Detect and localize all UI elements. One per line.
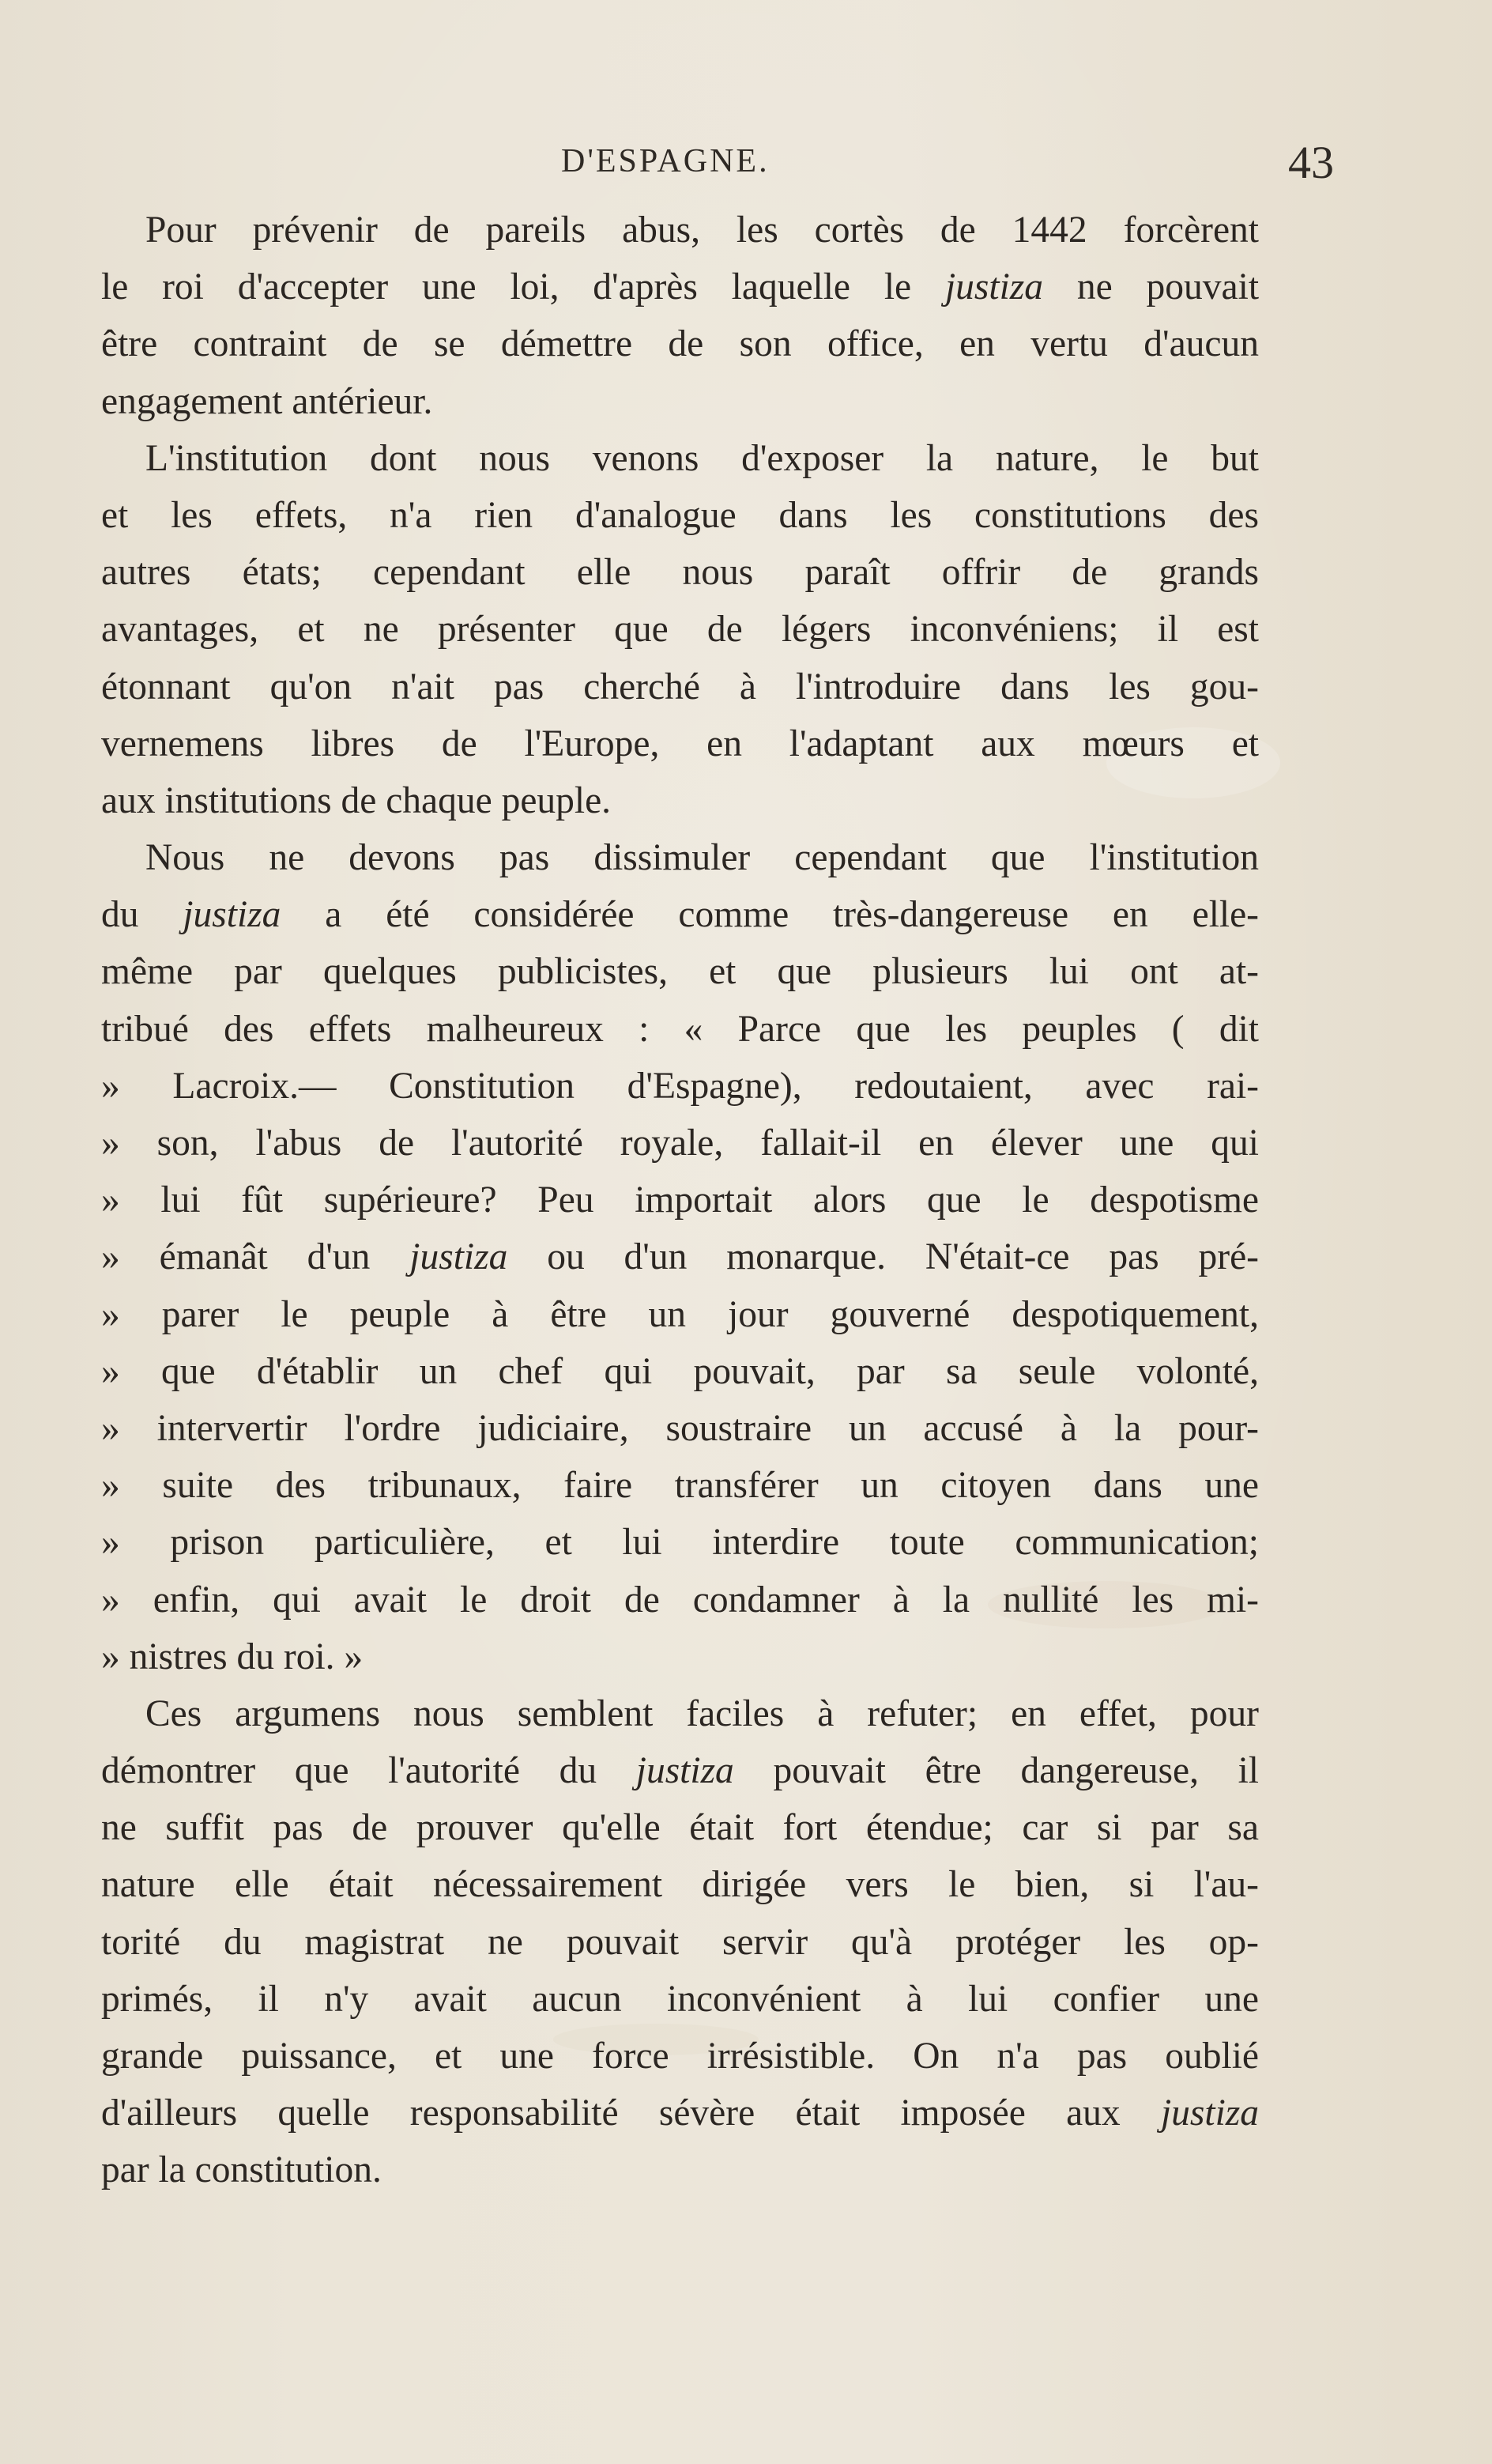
text-line: primés, il n'y avait aucun inconvénient à lui confier une	[101, 1978, 1259, 2020]
text-line: » que d'établir un chef qui pouvait, par sa seule volonté,	[101, 1350, 1259, 1392]
text-line: du justiza a été considérée comme très-dangereuse en elle-	[101, 894, 1259, 936]
text-line: d'ailleurs quelle responsabilité sévère était imposée aux justiza	[101, 2092, 1259, 2134]
text-line: L'institution dont nous venons d'exposer la nature, le but	[145, 437, 1259, 479]
text-line: » parer le peuple à être un jour gouverné despotiquement,	[101, 1293, 1259, 1335]
text-line: démontrer que l'autorité du justiza pouvait être dangereuse, il	[101, 1750, 1259, 1792]
text-line: » lui fût supérieure? Peu importait alors que le despotisme	[101, 1179, 1259, 1221]
body-text	[101, 202, 1259, 2199]
text-line: être contraint de se démettre de son office, en vertu d'aucun	[101, 323, 1259, 365]
text-line: » intervertir l'ordre judiciaire, soustraire un accusé à la pour-	[101, 1407, 1259, 1449]
text-line: torité du magistrat ne pouvait servir qu'à protéger les op-	[101, 1921, 1259, 1963]
text-line: tribué des effets malheureux : « Parce que les peuples ( dit	[101, 1008, 1259, 1050]
text-line: » son, l'abus de l'autorité royale, fallait-il en élever une qui	[101, 1123, 1259, 1164]
text-line: Pour prévenir de pareils abus, les cortès de 1442 forcèrent	[145, 209, 1259, 251]
text-line: Nous ne devons pas dissimuler cependant que l'institution	[145, 837, 1259, 879]
text-line: avantages, et ne présenter que de légers inconvéniens; il est	[101, 609, 1259, 651]
text-line: étonnant qu'on n'ait pas cherché à l'introduire dans les gou-	[101, 666, 1259, 708]
text-line: ne suffit pas de prouver qu'elle était fort étendue; car si par sa	[101, 1807, 1259, 1849]
text-line: autres états; cependant elle nous paraît offrir de grands	[101, 552, 1259, 594]
text-line: grande puissance, et une force irrésistible. On n'a pas oublié	[101, 2036, 1259, 2077]
text-line: » Lacroix.— Constitution d'Espagne), redoutaient, avec rai-	[101, 1065, 1259, 1107]
page-header	[103, 137, 1334, 190]
text-line: Ces argumens nous semblent faciles à refuter; en effet, pour	[145, 1692, 1259, 1734]
text-line: nature elle était nécessairement dirigée vers le bien, si l'au-	[101, 1864, 1259, 1906]
text-line: » nistres du roi. »	[101, 1636, 364, 1677]
text-line: aux institutions de chaque peuple.	[101, 779, 612, 821]
text-line: et les effets, n'a rien d'analogue dans les constitutions des	[101, 494, 1259, 536]
text-line: » enfin, qui avait le droit de condamner à la nullité les mi-	[101, 1579, 1259, 1621]
text-line: vernemens libres de l'Europe, en l'adaptant aux mœurs et	[101, 723, 1259, 764]
text-line: engagement antérieur.	[101, 380, 433, 422]
running-head: D'ESPAGNE.	[561, 143, 770, 179]
text-line: par la constitution.	[101, 2149, 382, 2191]
text-line: » prison particulière, et lui interdire toute communication;	[101, 1522, 1259, 1564]
text-line: » suite des tribunaux, faire transférer un citoyen dans une	[101, 1465, 1259, 1507]
text-line: le roi d'accepter une loi, d'après laquelle le justiza ne pouvait	[101, 266, 1259, 308]
page-number: 43	[1288, 137, 1334, 188]
text-line: même par quelques publicistes, et que plusieurs lui ont at-	[101, 951, 1259, 993]
text-line: » émanât d'un justiza ou d'un monarque. N'était-ce pas pré-	[101, 1236, 1259, 1278]
